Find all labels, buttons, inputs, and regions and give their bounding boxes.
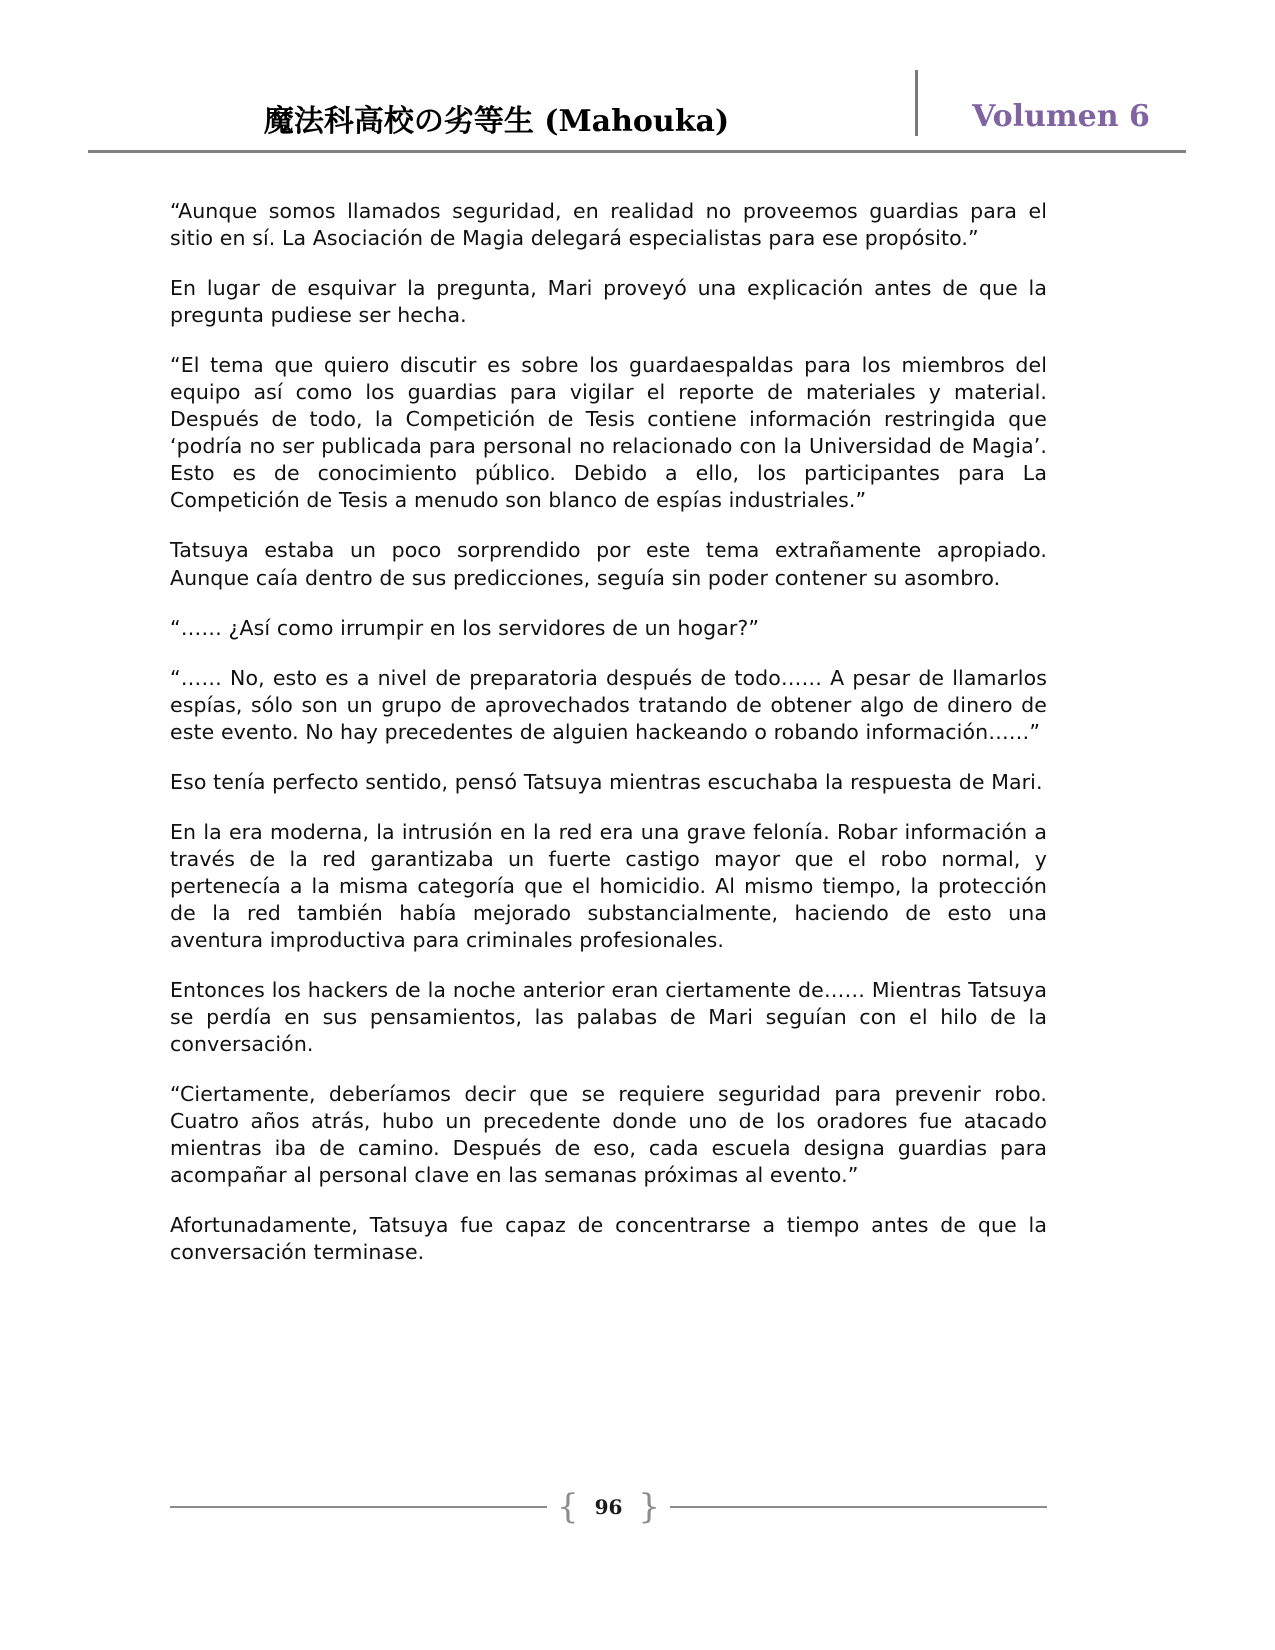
body-paragraph: “Ciertamente, deberíamos decir que se requiere seguridad para prevenir robo. Cuatro años atrás, hubo un precedente donde uno de los oradores fue atacado mientras iba de camino. Después de eso, cada escuela designa guardias para acompañar al personal clave en las semanas próximas al evento.” <box>170 1082 1047 1188</box>
header-rule <box>88 150 1186 153</box>
page-header <box>88 62 1186 154</box>
page-number: 96 <box>594 1495 623 1519</box>
page-body <box>170 198 1047 1266</box>
header-row <box>88 62 1186 140</box>
right-brace-icon: } <box>638 1487 661 1527</box>
footer-rule-left <box>170 1506 547 1508</box>
body-paragraph: Tatsuya estaba un poco sorprendido por este tema extrañamente apropiado. Aunque caía dentro de sus predicciones, seguía sin poder contener su asombro. <box>170 538 1047 590</box>
body-paragraph: Afortunadamente, Tatsuya fue capaz de concentrarse a tiempo antes de que la conversación terminase. <box>170 1213 1047 1265</box>
footer-rule-right <box>670 1506 1047 1508</box>
body-paragraph: “El tema que quiero discutir es sobre los guardaespaldas para los miembros del equipo así como los guardias para vigilar el reporte de materiales y material. Después de todo, la Competición de Tesis contiene información restringida que ‘podría no ser publicada para personal no relacionado con la Universidad de Magia’. Esto es de conocimiento público. Debido a ello, los participantes para La Competición de Tesis a menudo son blanco de espías industriales.” <box>170 353 1047 513</box>
page-footer <box>170 1487 1047 1527</box>
body-paragraph: Eso tenía perfecto sentido, pensó Tatsuya mientras escuchaba la respuesta de Mari. <box>170 769 1043 794</box>
body-paragraph: “Aunque somos llamados seguridad, en realidad no proveemos guardias para el sitio en sí. La Asociación de Magia delegará especialistas para ese propósito.” <box>170 199 1047 251</box>
body-paragraph: “…… ¿Así como irrumpir en los servidores de un hogar?” <box>170 615 760 640</box>
body-paragraph: En lugar de esquivar la pregunta, Mari proveyó una explicación antes de que la pregunta pudiese ser hecha. <box>170 276 1047 328</box>
body-paragraph: En la era moderna, la intrusión en la red era una grave felonía. Robar información a través de la red garantizaba un fuerte castigo mayor que el robo normal, y pertenecía a la misma categoría que el homicidio. Al mismo tiempo, la protección de la red también había mejorado substancialmente, haciendo de esto una aventura improductiva para criminales profesionales. <box>170 819 1047 952</box>
body-paragraph: Entonces los hackers de la noche anterior eran ciertamente de…… Mientras Tatsuya se perdía en sus pensamientos, las palabas de Mari seguían con el hilo de la conversación. <box>170 978 1047 1057</box>
header-title: 魔法科高校の劣等生 (Mahouka) <box>263 104 730 139</box>
body-paragraph: “…… No, esto es a nivel de preparatoria después de todo…… A pesar de llamarlos espías, sólo son un grupo de aprovechados tratando de obtener algo de dinero de este evento. No hay precedentes de alguien hackeando o robando información……” <box>170 665 1047 744</box>
left-brace-icon: { <box>556 1487 579 1527</box>
header-divider <box>915 70 918 136</box>
header-volume-label: Volumen 6 <box>972 99 1150 134</box>
page-number-container <box>547 1487 670 1527</box>
